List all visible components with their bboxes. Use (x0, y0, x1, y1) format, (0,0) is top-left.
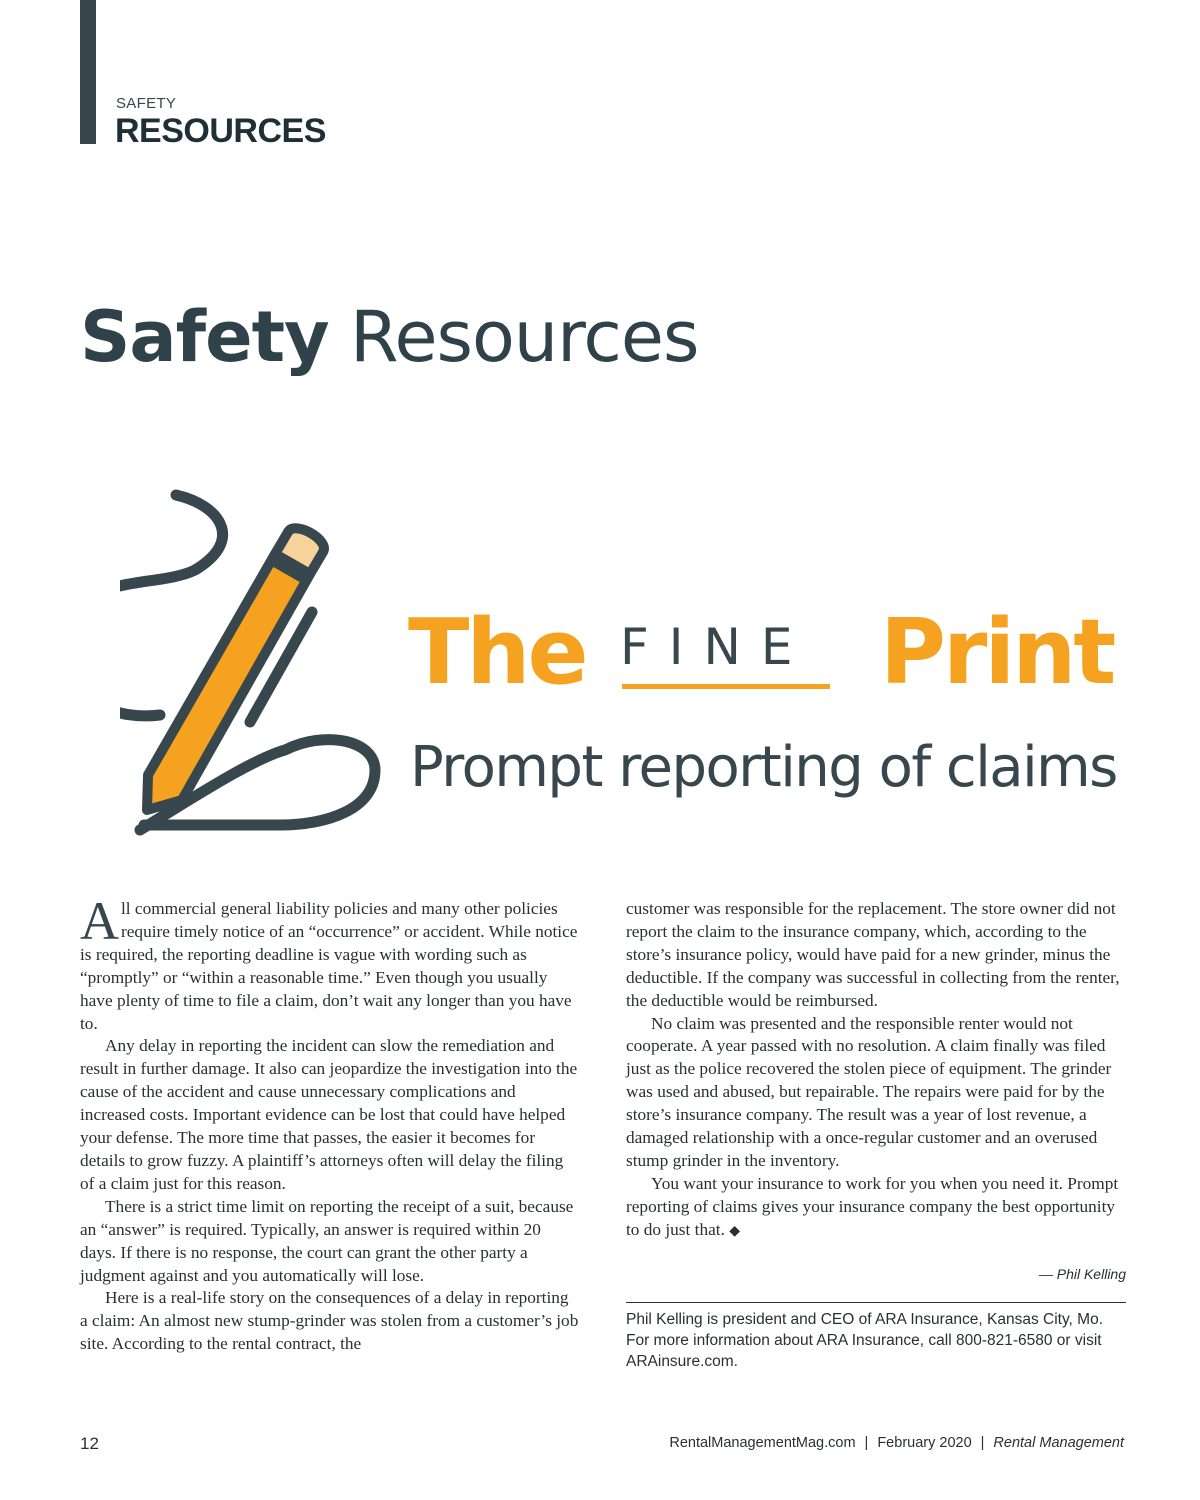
footer-separator: | (864, 1435, 869, 1451)
section-heading: RESOURCES (115, 112, 326, 150)
pencil-signature-icon (120, 480, 400, 840)
title-word-fine: FINE (620, 618, 813, 676)
bio-line: Phil Kelling is president and CEO of ARA Insurance, Kansas City, Mo. (626, 1311, 1104, 1328)
article-column-left (80, 891, 580, 1356)
bio-line: For more information about ARA Insurance, call 800-821-6580 or visit (626, 1332, 1102, 1349)
bio-line: ARAinsure.com. (626, 1353, 738, 1370)
section-accent-bar (80, 0, 96, 144)
footer-site: RentalManagementMag.com (669, 1435, 856, 1451)
bio-divider (626, 1302, 1126, 1303)
author-signature: — Phil Kelling (1038, 1266, 1126, 1282)
article-paragraph: Here is a real-life story on the consequences of a delay in reporting a claim: An almost new stump-grinder was stolen from a customer’s job site. According to the rental contract, the (80, 1288, 579, 1354)
footer-separator: | (980, 1435, 985, 1451)
title-word-the: The (408, 600, 586, 705)
footer-date: February 2020 (877, 1435, 972, 1451)
page-number: 12 (80, 1434, 99, 1453)
title-fine-underline (622, 684, 830, 689)
title-word-print: Print (880, 600, 1114, 705)
diamond-icon: ◆ (729, 1223, 740, 1239)
page-title-bold: Safety (80, 296, 329, 378)
article-paragraph: You want your insurance to work for you when you need it. Prompt reporting of claims gives your insurance company the best opportunity to do just that. ◆ (626, 1173, 1119, 1239)
page-footer (669, 1435, 1124, 1451)
article-paragraph: Any delay in reporting the incident can slow the remediation and result in further damage. It also can jeopardize the investigation into the cause of the accident and cause unnecessary complications and increased costs. Important evidence can be lost that could have helped your defense. The more time that passes, the easier it becomes for details to grow fuzzy. A plaintiff’s attorneys often will delay the filing of a claim just for this reason. (80, 1036, 578, 1193)
article-column-right (626, 898, 1126, 1244)
author-bio (626, 1309, 1126, 1372)
article-paragraph: There is a strict time limit on reporting the receipt of a suit, because an “answer” is required. Typically, an answer is required within 20 days. If there is no response, the court can grant the other party a judgment against and you automatically will lose. (80, 1196, 574, 1285)
article-paragraph: customer was responsible for the replacement. The store owner did not report the claim to the insurance company, which, according to the store’s insurance policy, would have paid for a new grinder, minus the deductible. If the company was successful in collecting from the renter, the deductible would be reimbursed. (626, 899, 1120, 1010)
page-title (80, 296, 698, 378)
article-paragraph: All commercial general liability policies and many other policies require timely notice of an “occurrence” or accident. While notice is required, the reporting deadline is vague with wording such as “promptly” or “within a reasonable time.” Even though you usually have plenty of time to file a claim, don’t wait any longer than you have to. (80, 891, 578, 1033)
drop-cap: A (80, 891, 119, 951)
page-title-light: Resources (349, 296, 699, 378)
footer-magazine: Rental Management (993, 1435, 1124, 1451)
article-paragraph: No claim was presented and the responsible renter would not cooperate. A year passed with no resolution. A claim finally was filed just as the police recovered the stolen piece of equipment. The grinder was used and abused, but repairable. The repairs were paid for by the store’s insurance company. The result was a year of lost revenue, a damaged relationship with a once-regular customer and an overused stump grinder in the inventory. (626, 1013, 1112, 1170)
section-label: SAFETY (116, 95, 177, 112)
article-subtitle: Prompt reporting of claims (410, 735, 1117, 800)
